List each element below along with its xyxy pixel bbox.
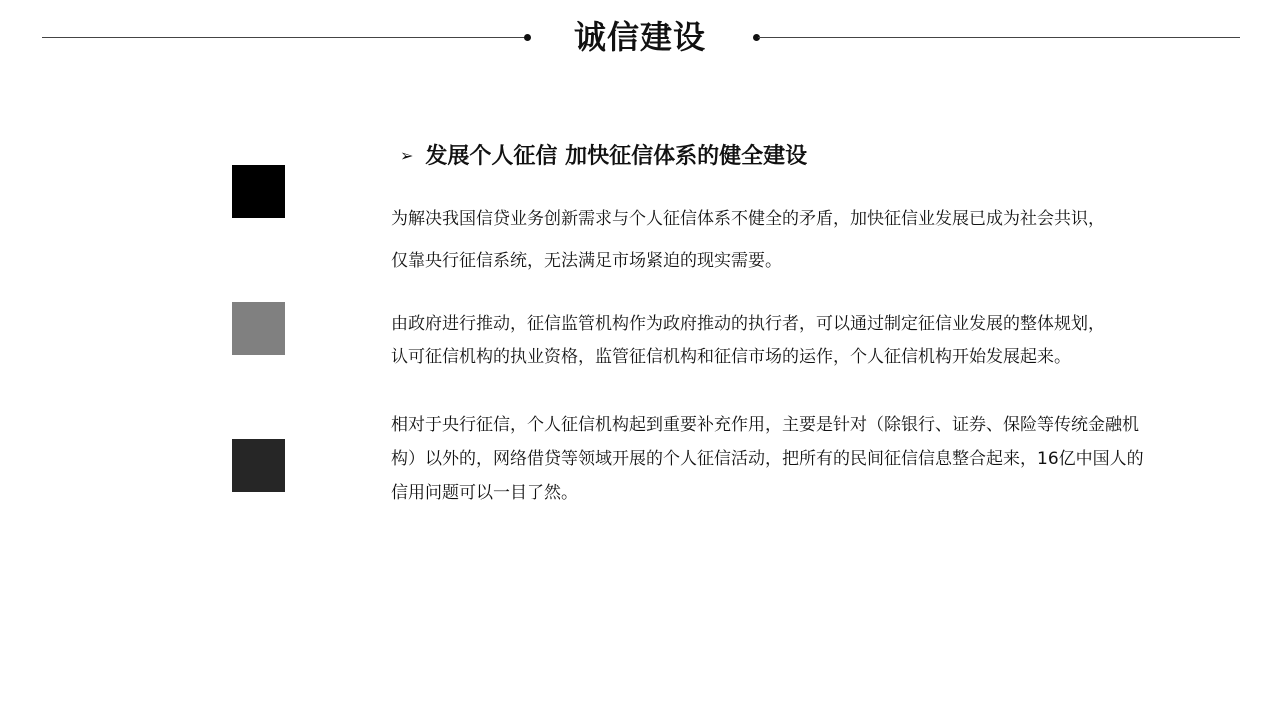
section-heading-text: 发展个人征信 加快征信体系的健全建设 bbox=[425, 144, 808, 169]
arrow-bullet-icon: ➢ bbox=[400, 146, 414, 165]
title-divider-right bbox=[758, 37, 1240, 38]
paragraph-line: 相对于央行征信，个人征信机构起到重要补充作用，主要是针对（除银行、证券、保险等传统金融机 bbox=[391, 415, 1139, 435]
title-dot-left bbox=[524, 34, 531, 41]
title-divider-left bbox=[42, 37, 526, 38]
section-heading bbox=[400, 140, 807, 173]
decorative-square-black bbox=[232, 165, 285, 218]
paragraph-2 bbox=[391, 308, 1105, 374]
paragraph-line: 为解决我国信贷业务创新需求与个人征信体系不健全的矛盾，加快征信业发展已成为社会共识， bbox=[391, 209, 1105, 229]
paragraph-3 bbox=[391, 408, 1144, 510]
paragraph-1 bbox=[391, 198, 1105, 282]
paragraph-line: 由政府进行推动，征信监管机构作为政府推动的执行者，可以通过制定征信业发展的整体规划， bbox=[391, 314, 1105, 334]
paragraph-line: 仅靠央行征信系统，无法满足市场紧迫的现实需要。 bbox=[391, 251, 782, 271]
decorative-square-gray bbox=[232, 302, 285, 355]
paragraph-line: 构）以外的，网络借贷等领域开展的个人征信活动，把所有的民间征信信息整合起来，16亿中国人的 bbox=[391, 449, 1144, 469]
decorative-square-dark bbox=[232, 439, 285, 492]
paragraph-line: 信用问题可以一目了然。 bbox=[391, 483, 578, 503]
paragraph-line: 认可征信机构的执业资格，监管征信机构和征信市场的运作，个人征信机构开始发展起来。 bbox=[391, 347, 1071, 367]
page-title: 诚信建设 bbox=[573, 18, 706, 56]
